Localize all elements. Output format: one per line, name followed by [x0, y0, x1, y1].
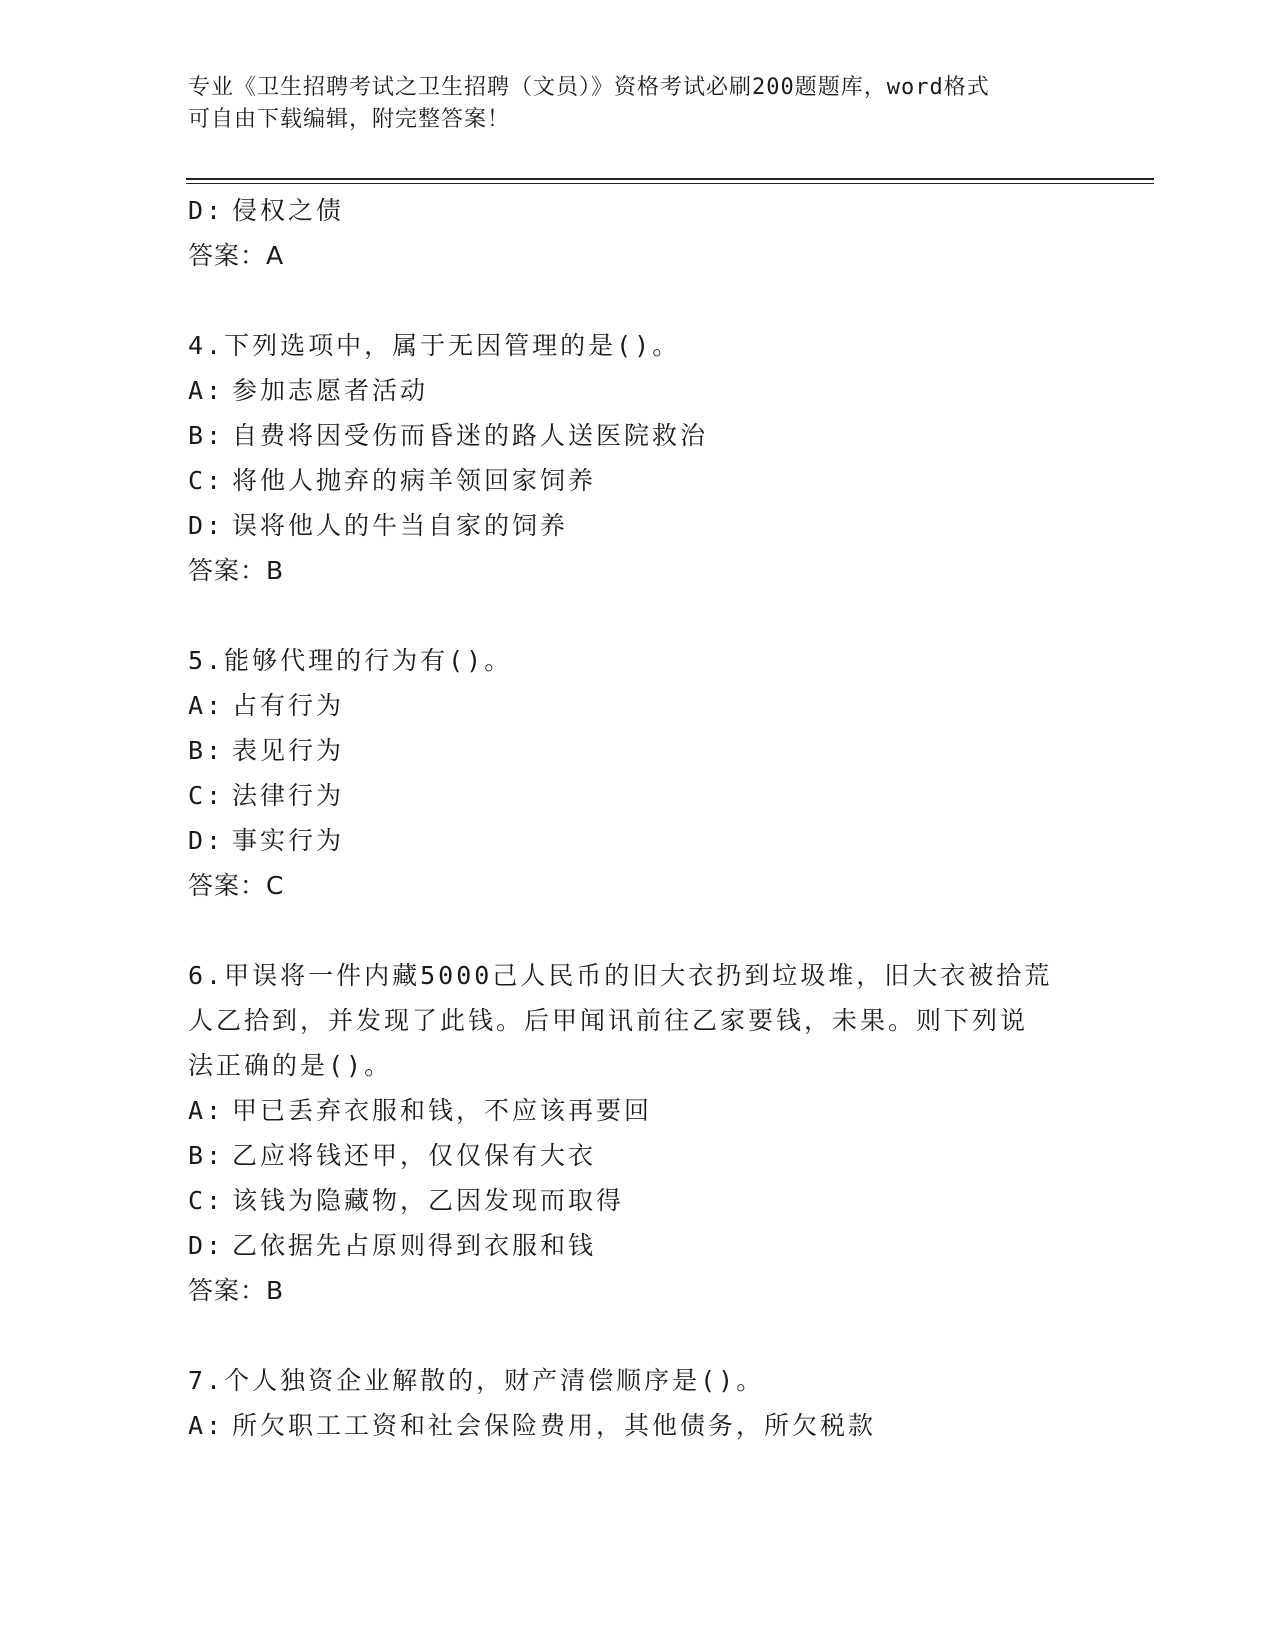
header-divider-thin — [186, 183, 1154, 184]
question-7 — [188, 1358, 1148, 1448]
answer-line: 答案：B — [188, 1276, 285, 1305]
option-b — [188, 1133, 1148, 1178]
option-text: 侵权之债 — [232, 196, 345, 225]
question-stem-line-3: 法正确的是()。 — [188, 1051, 393, 1080]
option-text: 该钱为隐藏物，乙因发现而取得 — [232, 1186, 625, 1215]
option-text: 甲已丢弃衣服和钱，不应该再要回 — [232, 1096, 653, 1125]
spacer — [188, 1313, 1148, 1358]
option-c — [188, 458, 1148, 503]
option-label: C: — [188, 466, 225, 495]
page-header — [188, 72, 1068, 136]
option-label: C: — [188, 781, 225, 810]
header-divider-thick — [186, 178, 1154, 180]
option-d — [188, 188, 1148, 233]
spacer — [188, 278, 1148, 323]
answer-line: 答案：A — [188, 241, 285, 270]
question-stem: 4.下列选项中，属于无因管理的是()。 — [188, 331, 681, 360]
question-stem: 5.能够代理的行为有()。 — [188, 646, 513, 675]
option-text: 自费将因受伤而昏迷的路人送医院救治 — [232, 421, 709, 450]
option-label: A: — [188, 691, 225, 720]
question-6 — [188, 953, 1148, 1313]
option-b — [188, 728, 1148, 773]
spacer — [188, 593, 1148, 638]
option-label: B: — [188, 1141, 225, 1170]
answer-line: 答案：C — [188, 871, 285, 900]
option-c — [188, 1178, 1148, 1223]
option-text: 法律行为 — [232, 781, 345, 810]
question-stem: 7.个人独资企业解散的，财产清偿顺序是()。 — [188, 1366, 765, 1395]
option-text: 事实行为 — [232, 826, 345, 855]
option-label: D: — [188, 1231, 225, 1260]
option-label: A: — [188, 376, 225, 405]
option-text: 将他人抛弃的病羊领回家饲养 — [232, 466, 597, 495]
option-text: 乙应将钱还甲，仅仅保有大衣 — [232, 1141, 597, 1170]
answer-line: 答案：B — [188, 556, 285, 585]
question-stem-line-2: 人乙拾到，并发现了此钱。后甲闻讯前往乙家要钱，未果。则下列说 — [188, 1006, 1029, 1035]
question-list — [188, 188, 1148, 1448]
option-text: 误将他人的牛当自家的饲养 — [232, 511, 569, 540]
option-text: 表见行为 — [232, 736, 345, 765]
option-text: 乙依据先占原则得到衣服和钱 — [232, 1231, 597, 1260]
option-label: D: — [188, 826, 225, 855]
option-label: A: — [188, 1411, 225, 1440]
option-a — [188, 683, 1148, 728]
option-label: B: — [188, 421, 225, 450]
header-title-line-2: 可自由下载编辑，附完整答案！ — [188, 107, 511, 132]
option-a — [188, 1403, 1148, 1448]
option-label: C: — [188, 1186, 225, 1215]
option-d — [188, 503, 1148, 548]
option-text: 占有行为 — [232, 691, 345, 720]
question-3-tail — [188, 188, 1148, 278]
spacer — [188, 908, 1148, 953]
option-c — [188, 773, 1148, 818]
option-label: A: — [188, 1096, 225, 1125]
header-title-line-1: 专业《卫生招聘考试之卫生招聘（文员）》资格考试必刷200题题库，word格式 — [188, 75, 990, 100]
option-a — [188, 368, 1148, 413]
question-4 — [188, 323, 1148, 593]
question-stem-line-1: 6.甲误将一件内藏5000己人民币的旧大衣扔到垃圾堆，旧大衣被拾荒 — [188, 961, 1053, 990]
question-5 — [188, 638, 1148, 908]
option-text: 参加志愿者活动 — [232, 376, 429, 405]
option-d — [188, 1223, 1148, 1268]
option-label: D: — [188, 511, 225, 540]
option-b — [188, 413, 1148, 458]
option-d — [188, 818, 1148, 863]
option-label: B: — [188, 736, 225, 765]
option-text: 所欠职工工资和社会保险费用，其他债务，所欠税款 — [232, 1411, 877, 1440]
option-a — [188, 1088, 1148, 1133]
option-label: D: — [188, 196, 225, 225]
